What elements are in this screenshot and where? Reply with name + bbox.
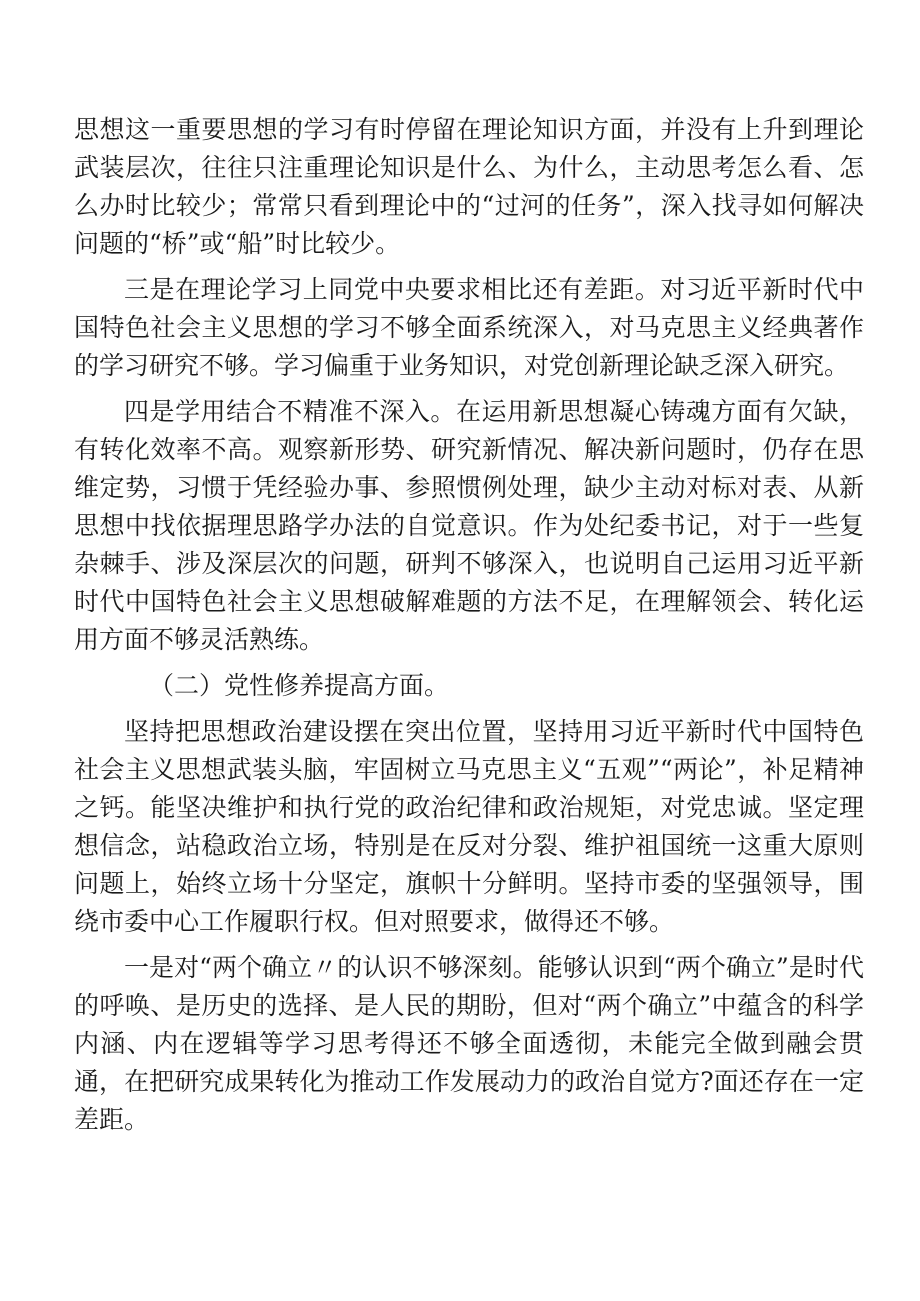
paragraph-point-three: 三是在理论学习上同党中央要求相比还有差距。对习近平新时代中国特色社会主义思想的学习不够全面系统深入，对马克思主义经典著作的学习研究不够。学习偏重于业务知识，对党创新理论缺乏深入研究。	[74, 275, 864, 380]
document-body	[74, 111, 864, 1147]
paragraph-continuation: 思想这一重要思想的学习有时停留在理论知识方面，并没有上升到理论武装层次，往往只注重理论知识是什么、为什么，主动思考怎么看、怎么办时比较少；常常只看到理论中的“过河的任务”，深入找寻如何解决问题的“桥”或“船”时比较少。	[74, 115, 864, 258]
paragraph-party-spirit: 坚持把思想政治建设摆在突出位置，坚持用习近平新时代中国特色社会主义思想武装头脑，牢固树立马克思主义“五观”“两论”，补足精神之钙。能坚决维护和执行党的政治纪律和政治规矩，对党忠诚。坚定理想信念，站稳政治立场，特别是在反对分裂、维护祖国统一这重大原则问题上，始终立场十分坚定，旗帜十分鲜明。坚持市委的坚强领导，围绕市委中心工作履职行权。但对照要求，做得还不够。	[74, 717, 864, 936]
paragraph-point-one: 一是对“两个确立〃的认识不够深刻。能够认识到“两个确立”是时代的呼唤、是历史的选择、是人民的期盼，但对“两个确立”中蕴含的科学内涵、内在逻辑等学习思考得还不够全面透彻，未能完全做到融会贯通，在把研究成果转化为推动工作发展动力的政治自觉方?面还存在一定差距。	[74, 953, 864, 1134]
paragraph-point-four: 四是学用结合不精准不深入。在运用新思想凝心铸魂方面有欠缺，有转化效率不高。观察新形势、研究新情况、解决新问题时，仍存在思维定势，习惯于凭经验办事、参照惯例处理，缺少主动对标对表、从新思想中找依据理思路学办法的自觉意识。作为处纪委书记，对于一些复杂棘手、涉及深层次的问题，研判不够深入，也说明自己运用习近平新时代中国特色社会主义思想破解难题的方法不足，在理解领会、转化运用方面不够灵活熟练。	[74, 397, 864, 654]
section-heading: （二）党性修养提高方面。	[149, 671, 450, 700]
